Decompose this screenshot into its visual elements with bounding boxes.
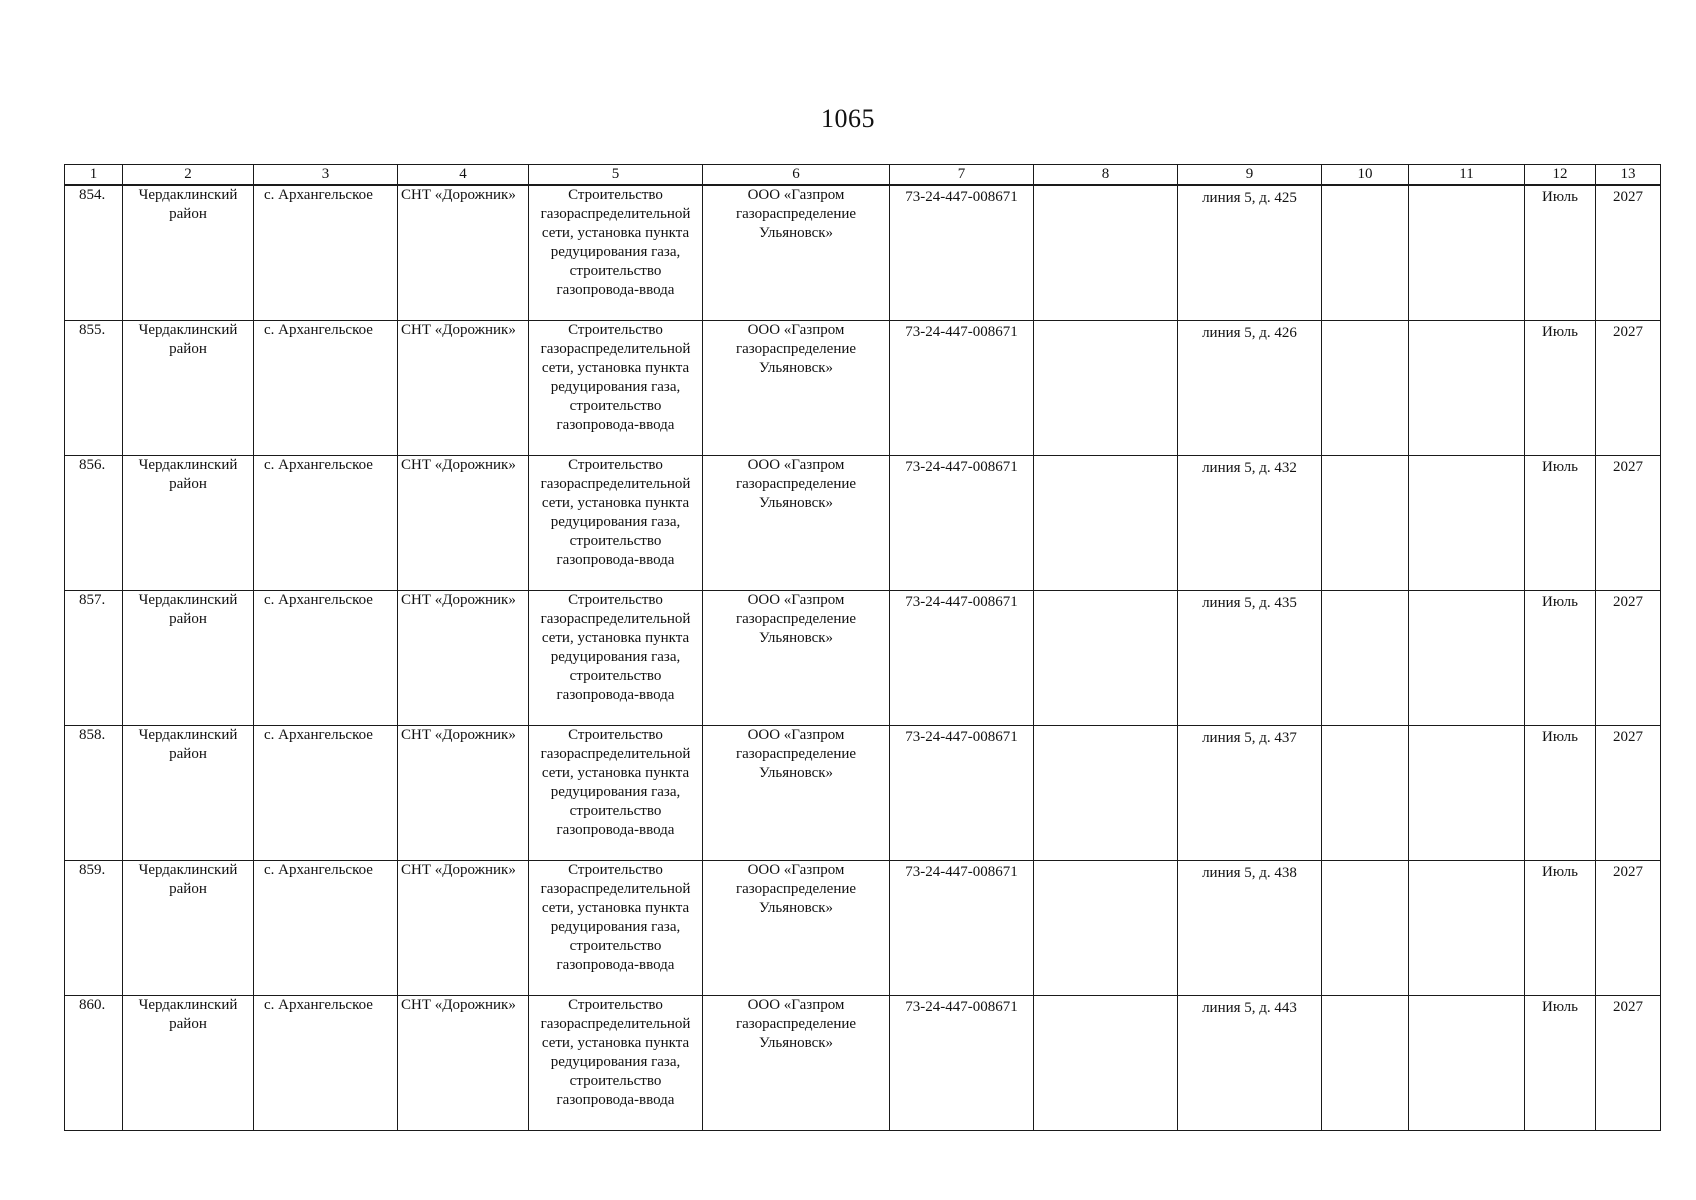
locality-cell: с. Архангельское: [254, 995, 398, 1130]
column-header-10: 10: [1322, 165, 1409, 186]
column-header-3: 3: [254, 165, 398, 186]
column-header-13: 13: [1596, 165, 1661, 186]
locality-cell: с. Архангельское: [254, 860, 398, 995]
year-cell: 2027: [1596, 455, 1661, 590]
code-cell: 73-24-447-008671: [890, 995, 1034, 1130]
work-description-cell: Строительство газораспределительной сети, установка пункта редуцирования газа, строительство газопровода-ввода: [529, 590, 703, 725]
organization-cell: ООО «Газпром газораспределение Ульяновск»: [703, 455, 890, 590]
row-number: 858.: [65, 725, 123, 860]
month-cell: Июль: [1525, 725, 1596, 860]
column-10-cell: [1322, 725, 1409, 860]
column-header-11: 11: [1409, 165, 1525, 186]
work-description-cell: Строительство газораспределительной сети, установка пункта редуцирования газа, строительство газопровода-ввода: [529, 995, 703, 1130]
data-table: [64, 164, 1661, 1131]
column-header-12: 12: [1525, 165, 1596, 186]
year-cell: 2027: [1596, 860, 1661, 995]
table-header: [65, 165, 1661, 186]
month-cell: Июль: [1525, 995, 1596, 1130]
year-cell: 2027: [1596, 320, 1661, 455]
district-cell: Чердаклинский район: [123, 185, 254, 320]
column-11-cell: [1409, 860, 1525, 995]
organization-cell: ООО «Газпром газораспределение Ульяновск»: [703, 320, 890, 455]
district-cell: Чердаклинский район: [123, 725, 254, 860]
locality-cell: с. Архангельское: [254, 590, 398, 725]
object-cell: СНТ «Дорожник»: [398, 455, 529, 590]
code-cell: 73-24-447-008671: [890, 725, 1034, 860]
column-10-cell: [1322, 995, 1409, 1130]
column-11-cell: [1409, 995, 1525, 1130]
code-cell: 73-24-447-008671: [890, 185, 1034, 320]
column-header-2: 2: [123, 165, 254, 186]
organization-cell: ООО «Газпром газораспределение Ульяновск»: [703, 860, 890, 995]
table-row: [65, 725, 1661, 860]
work-description-cell: Строительство газораспределительной сети, установка пункта редуцирования газа, строительство газопровода-ввода: [529, 185, 703, 320]
organization-cell: ООО «Газпром газораспределение Ульяновск»: [703, 995, 890, 1130]
table-body: [65, 185, 1661, 1130]
column-10-cell: [1322, 860, 1409, 995]
column-10-cell: [1322, 185, 1409, 320]
table-row: [65, 860, 1661, 995]
district-cell: Чердаклинский район: [123, 455, 254, 590]
object-cell: СНТ «Дорожник»: [398, 590, 529, 725]
column-8-cell: [1034, 590, 1178, 725]
address-cell: линия 5, д. 437: [1178, 725, 1322, 860]
column-8-cell: [1034, 320, 1178, 455]
column-header-6: 6: [703, 165, 890, 186]
code-cell: 73-24-447-008671: [890, 320, 1034, 455]
column-header-5: 5: [529, 165, 703, 186]
district-cell: Чердаклинский район: [123, 590, 254, 725]
year-cell: 2027: [1596, 590, 1661, 725]
column-header-8: 8: [1034, 165, 1178, 186]
table-row: [65, 995, 1661, 1130]
year-cell: 2027: [1596, 995, 1661, 1130]
district-cell: Чердаклинский район: [123, 320, 254, 455]
month-cell: Июль: [1525, 590, 1596, 725]
address-cell: линия 5, д. 435: [1178, 590, 1322, 725]
year-cell: 2027: [1596, 185, 1661, 320]
row-number: 860.: [65, 995, 123, 1130]
code-cell: 73-24-447-008671: [890, 590, 1034, 725]
object-cell: СНТ «Дорожник»: [398, 725, 529, 860]
column-11-cell: [1409, 725, 1525, 860]
row-number: 854.: [65, 185, 123, 320]
organization-cell: ООО «Газпром газораспределение Ульяновск»: [703, 185, 890, 320]
column-10-cell: [1322, 590, 1409, 725]
address-cell: линия 5, д. 432: [1178, 455, 1322, 590]
district-cell: Чердаклинский район: [123, 860, 254, 995]
column-10-cell: [1322, 320, 1409, 455]
locality-cell: с. Архангельское: [254, 455, 398, 590]
row-number: 856.: [65, 455, 123, 590]
column-8-cell: [1034, 185, 1178, 320]
object-cell: СНТ «Дорожник»: [398, 860, 529, 995]
object-cell: СНТ «Дорожник»: [398, 185, 529, 320]
column-header-9: 9: [1178, 165, 1322, 186]
locality-cell: с. Архангельское: [254, 320, 398, 455]
object-cell: СНТ «Дорожник»: [398, 320, 529, 455]
month-cell: Июль: [1525, 185, 1596, 320]
column-11-cell: [1409, 455, 1525, 590]
object-cell: СНТ «Дорожник»: [398, 995, 529, 1130]
column-8-cell: [1034, 455, 1178, 590]
address-cell: линия 5, д. 438: [1178, 860, 1322, 995]
address-cell: линия 5, д. 426: [1178, 320, 1322, 455]
table-row: [65, 320, 1661, 455]
column-10-cell: [1322, 455, 1409, 590]
work-description-cell: Строительство газораспределительной сети, установка пункта редуцирования газа, строительство газопровода-ввода: [529, 860, 703, 995]
column-header-7: 7: [890, 165, 1034, 186]
work-description-cell: Строительство газораспределительной сети, установка пункта редуцирования газа, строительство газопровода-ввода: [529, 455, 703, 590]
column-header-1: 1: [65, 165, 123, 186]
work-description-cell: Строительство газораспределительной сети, установка пункта редуцирования газа, строительство газопровода-ввода: [529, 725, 703, 860]
column-8-cell: [1034, 860, 1178, 995]
month-cell: Июль: [1525, 320, 1596, 455]
month-cell: Июль: [1525, 455, 1596, 590]
locality-cell: с. Архангельское: [254, 725, 398, 860]
address-cell: линия 5, д. 425: [1178, 185, 1322, 320]
page-number: 1065: [821, 104, 875, 133]
column-11-cell: [1409, 185, 1525, 320]
locality-cell: с. Архангельское: [254, 185, 398, 320]
table-row: [65, 590, 1661, 725]
organization-cell: ООО «Газпром газораспределение Ульяновск»: [703, 590, 890, 725]
organization-cell: ООО «Газпром газораспределение Ульяновск»: [703, 725, 890, 860]
address-cell: линия 5, д. 443: [1178, 995, 1322, 1130]
work-description-cell: Строительство газораспределительной сети, установка пункта редуцирования газа, строительство газопровода-ввода: [529, 320, 703, 455]
column-8-cell: [1034, 995, 1178, 1130]
district-cell: Чердаклинский район: [123, 995, 254, 1130]
table-row: [65, 185, 1661, 320]
column-11-cell: [1409, 320, 1525, 455]
month-cell: Июль: [1525, 860, 1596, 995]
column-header-4: 4: [398, 165, 529, 186]
row-number: 855.: [65, 320, 123, 455]
code-cell: 73-24-447-008671: [890, 860, 1034, 995]
year-cell: 2027: [1596, 725, 1661, 860]
column-8-cell: [1034, 725, 1178, 860]
column-11-cell: [1409, 590, 1525, 725]
code-cell: 73-24-447-008671: [890, 455, 1034, 590]
header-row: [65, 165, 1661, 186]
row-number: 857.: [65, 590, 123, 725]
table-row: [65, 455, 1661, 590]
row-number: 859.: [65, 860, 123, 995]
